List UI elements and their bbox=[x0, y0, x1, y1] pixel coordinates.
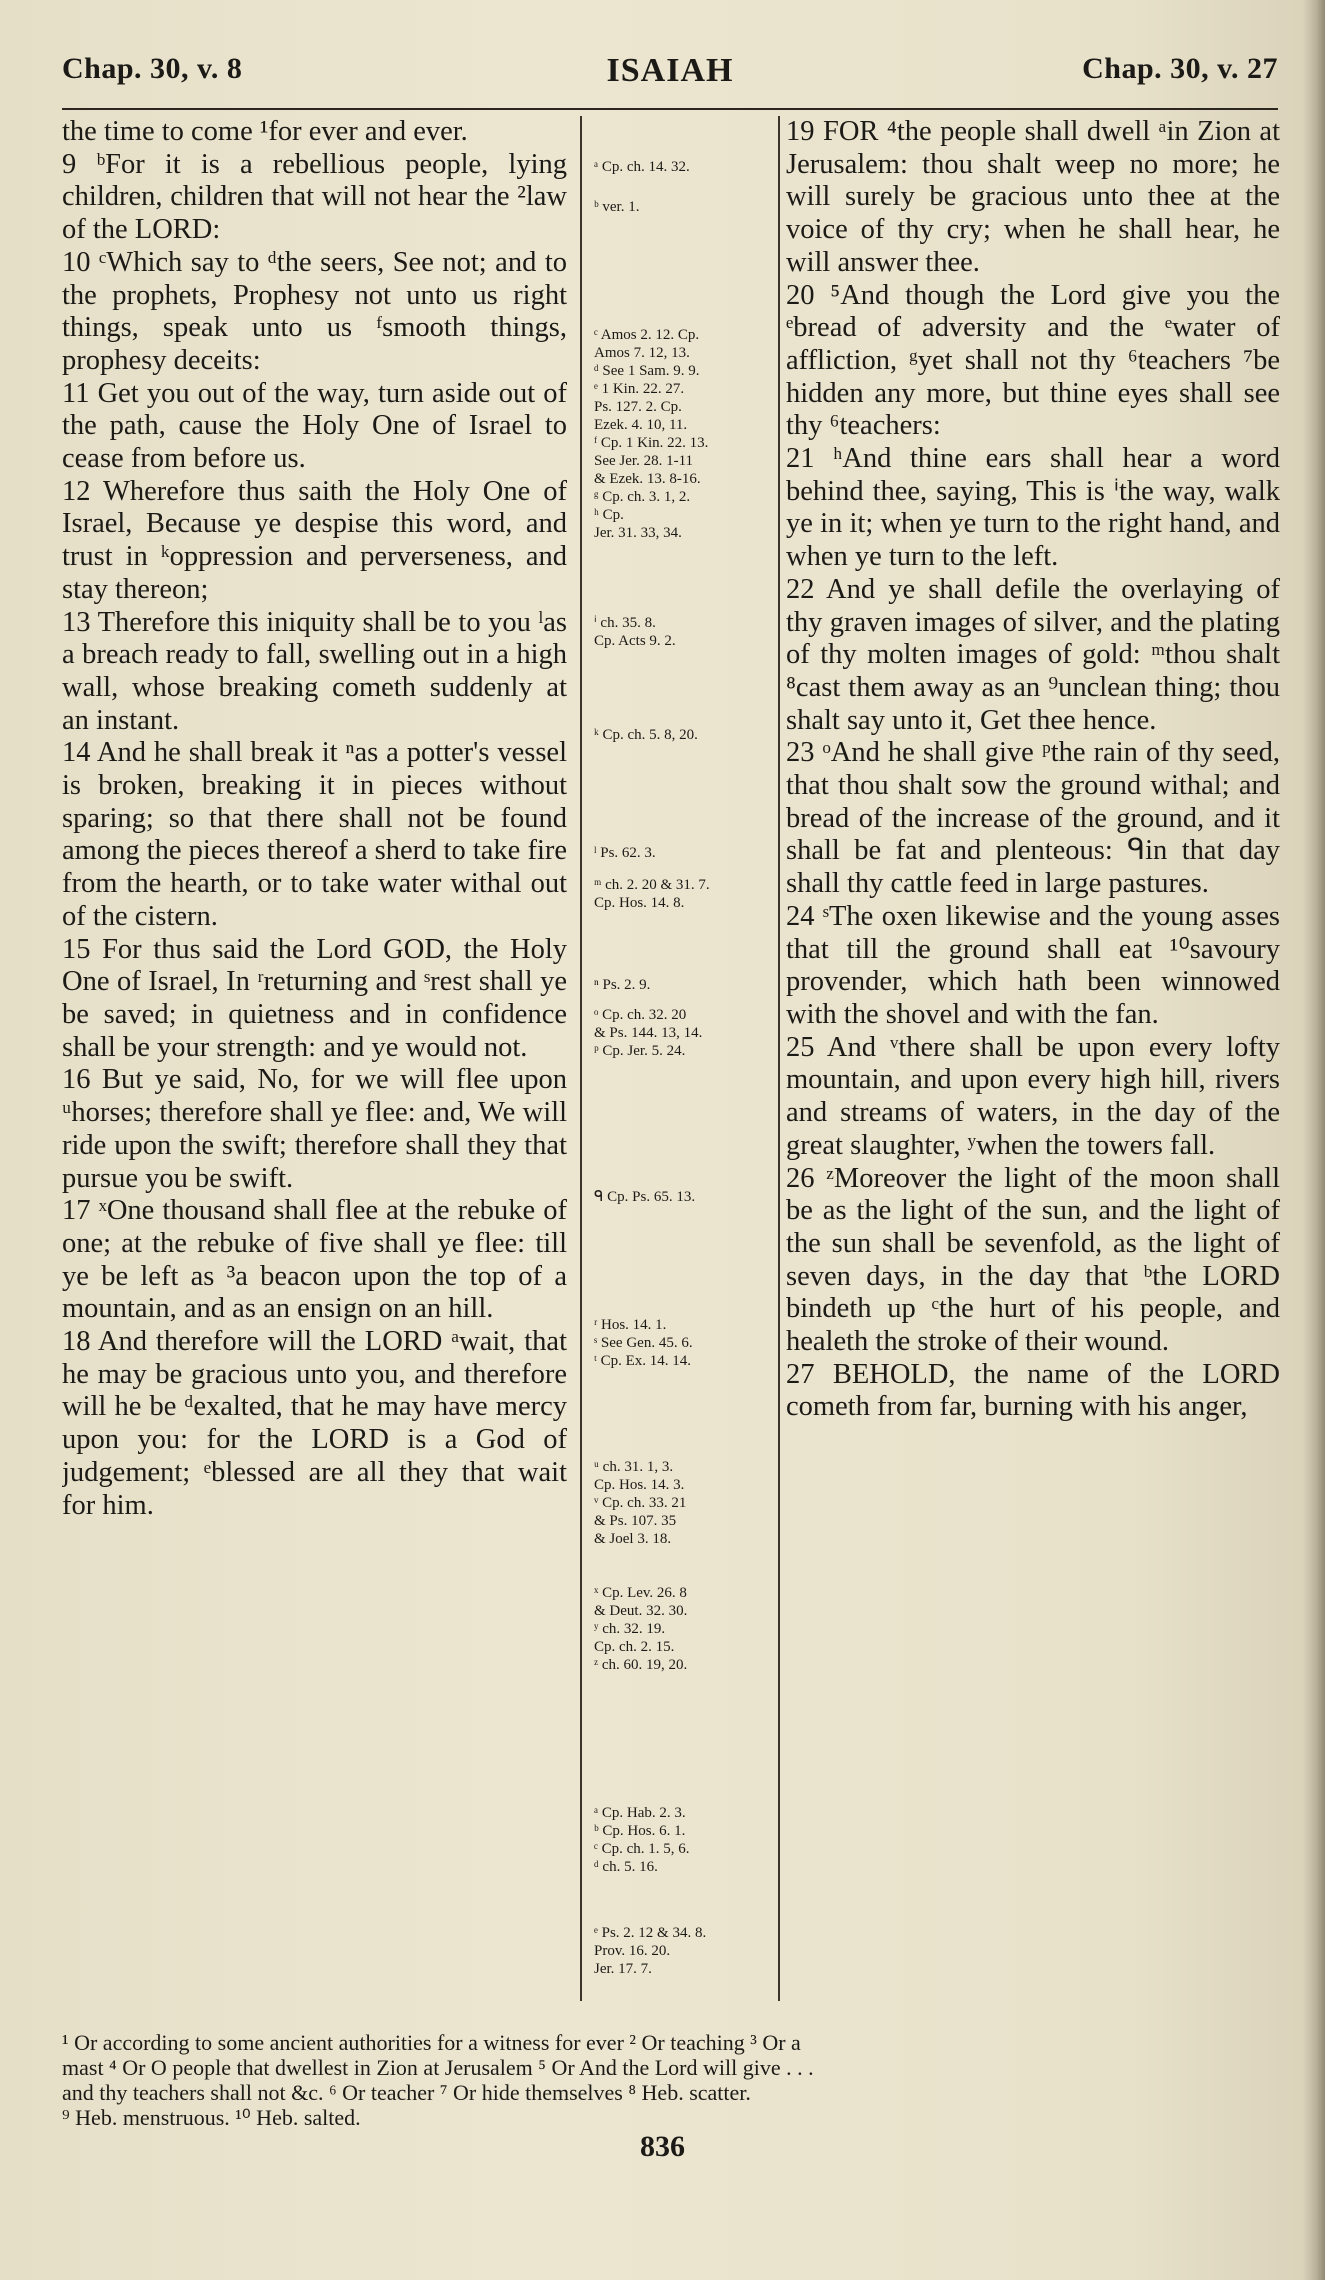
header-rule bbox=[62, 108, 1278, 110]
cross-reference: ᵖ Cp. Jer. 5. 24. bbox=[594, 1043, 686, 1059]
cross-reference-group bbox=[594, 1006, 772, 1060]
verse: 14 And he shall break it ⁿas a potter's vessel is broken, breaking it in pieces without sparing; so that there shall not be found among the pieces thereof a sherd to take fire from the hearth, or to take water withal out of the cistern. bbox=[62, 737, 567, 932]
cross-reference: & Joel 3. 18. bbox=[594, 1531, 672, 1547]
verse: 27 BEHOLD, the name of the LORD cometh from far, burning with his anger, bbox=[786, 1358, 1280, 1423]
cross-reference-group bbox=[594, 158, 772, 176]
cross-reference: ᵛ Cp. ch. 33. 21 bbox=[594, 1495, 687, 1511]
cross-reference: ᵏ Cp. ch. 5. 8, 20. bbox=[594, 727, 698, 743]
cross-reference: & Ps. 107. 35 bbox=[594, 1513, 677, 1529]
cross-reference: Jer. 17. 7. bbox=[594, 1961, 652, 1977]
cross-reference-group bbox=[594, 844, 772, 862]
cross-reference: Jer. 31. 33, 34. bbox=[594, 525, 682, 541]
left-text-column bbox=[62, 116, 567, 1996]
column-rule-left bbox=[580, 116, 582, 2001]
verse: 19 FOR ⁴the people shall dwell ᵃin Zion at Jerusalem: thou shalt weep no more; he will surely be gracious unto thee at the voice of thy cry; when he shall hear, he will answer thee. bbox=[786, 116, 1280, 278]
cross-reference-group bbox=[594, 198, 772, 216]
right-text-column bbox=[786, 116, 1280, 1996]
verse: 12 Wherefore thus saith the Holy One of Israel, Because ye despise this word, and trust in ᵏoppression and perverseness, and stay thereon; bbox=[62, 475, 567, 605]
cross-reference-group bbox=[594, 976, 772, 994]
cross-reference: ᑫ Cp. Ps. 65. 13. bbox=[594, 1189, 696, 1205]
verse: 22 And ye shall defile the overlaying of thy graven images of silver, and the plating of thy molten images of gold: ᵐthou shalt ⁸cast them away as an ⁹unclean thing; thou shalt say unto it, Get thee hence. bbox=[786, 573, 1280, 736]
verse: 24 ˢThe oxen likewise and the young asses that till the ground shall eat ¹⁰savoury provender, which hath been winnowed with the shovel and with the fan. bbox=[786, 900, 1280, 1030]
cross-reference: See Jer. 28. 1-11 bbox=[594, 453, 694, 469]
cross-reference-column bbox=[594, 116, 772, 2001]
verse: 25 And ᵛthere shall be upon every lofty mountain, and upon every high hill, rivers and streams of waters, in the day of the great slaughter, ʸwhen the towers fall. bbox=[786, 1031, 1280, 1161]
cross-reference: ʰ Cp. bbox=[594, 507, 624, 523]
header-right: Chap. 30, v. 27 bbox=[1082, 52, 1278, 85]
cross-reference: ˣ Cp. Lev. 26. 8 bbox=[594, 1585, 687, 1601]
footnotes bbox=[62, 2030, 1278, 2130]
footnote-line: and thy teachers shall not &c. ⁶ Or teacher ⁷ Or hide themselves ⁸ Heb. scatter. bbox=[62, 2080, 751, 2105]
footnote-line: mast ⁴ Or O people that dwellest in Zion at Jerusalem ⁵ Or And the Lord will give . . . bbox=[62, 2055, 814, 2080]
cross-reference-group bbox=[594, 1316, 772, 1370]
page-number: 836 bbox=[640, 2130, 685, 2163]
cross-reference-group bbox=[594, 326, 772, 542]
cross-reference: ᵉ 1 Kin. 22. 27. bbox=[594, 381, 685, 397]
cross-reference: ˡ Ps. 62. 3. bbox=[594, 845, 656, 861]
verse: 21 ʰAnd thine ears shall hear a word behind thee, saying, This is ⁱthe way, walk ye in it; when ye turn to the right hand, and when ye turn to the left. bbox=[786, 443, 1280, 573]
cross-reference: ᵃ Cp. Hab. 2. 3. bbox=[594, 1805, 686, 1821]
verse: 11 Get you out of the way, turn aside out of the path, cause the Holy One of Israel to cease from before us. bbox=[62, 377, 567, 475]
cross-reference: ᶠ Cp. 1 Kin. 22. 13. bbox=[594, 435, 709, 451]
footnote-line: ⁹ Heb. menstruous. ¹⁰ Heb. salted. bbox=[62, 2105, 361, 2130]
verse: 17 ˣOne thousand shall flee at the rebuke of one; at the rebuke of five shall ye flee: till ye be left as ³a beacon upon the top of a mountain, and as an ensign on an hill. bbox=[62, 1195, 567, 1325]
header-title: ISAIAH bbox=[606, 52, 734, 89]
cross-reference-group bbox=[594, 1458, 772, 1548]
cross-reference-group bbox=[594, 1584, 772, 1674]
cross-reference: ⁿ Ps. 2. 9. bbox=[594, 977, 651, 993]
verse: the time to come ¹for ever and ever. bbox=[62, 116, 468, 147]
verse: 9 ᵇFor it is a rebellious people, lying children, children that will not hear the ²law of the LORD: bbox=[62, 148, 567, 246]
cross-reference: Amos 7. 12, 13. bbox=[594, 345, 690, 361]
cross-reference: Ezek. 4. 10, 11. bbox=[594, 417, 688, 433]
cross-reference: & Deut. 32. 30. bbox=[594, 1603, 688, 1619]
cross-reference: Cp. Hos. 14. 3. bbox=[594, 1477, 685, 1493]
cross-reference-group bbox=[594, 1188, 772, 1206]
cross-reference: ᵘ ch. 31. 1, 3. bbox=[594, 1459, 674, 1475]
cross-reference: ᵍ Cp. ch. 3. 1, 2. bbox=[594, 489, 691, 505]
cross-reference: ʸ ch. 32. 19. bbox=[594, 1621, 666, 1637]
cross-reference: & Ps. 144. 13, 14. bbox=[594, 1025, 703, 1041]
column-rule-right bbox=[778, 116, 780, 2001]
cross-reference-group bbox=[594, 1804, 772, 1876]
cross-reference: ᶜ Amos 2. 12. Cp. bbox=[594, 327, 700, 343]
verse: 18 And therefore will the LORD ᵃwait, that he may be gracious unto you, and therefore will he be ᵈexalted, that he may have mercy upon you: for the LORD is a God of judgement; ᵉblessed are all they that wait for him. bbox=[62, 1326, 567, 1521]
verse: 10 ᶜWhich say to ᵈthe seers, See not; and to the prophets, Prophesy not unto us right things, speak unto us ᶠsmooth things, prophesy deceits: bbox=[62, 246, 567, 376]
cross-reference: Ps. 127. 2. Cp. bbox=[594, 399, 682, 415]
cross-reference: ᶻ ch. 60. 19, 20. bbox=[594, 1657, 688, 1673]
cross-reference: Cp. Hos. 14. 8. bbox=[594, 895, 685, 911]
cross-reference-group bbox=[594, 1924, 772, 1978]
cross-reference: ˢ See Gen. 45. 6. bbox=[594, 1335, 693, 1351]
cross-reference: Prov. 16. 20. bbox=[594, 1943, 671, 1959]
cross-reference: ʳ Hos. 14. 1. bbox=[594, 1317, 667, 1333]
footnote-line: ¹ Or according to some ancient authorities for a witness for ever ² Or teaching ³ Or a bbox=[62, 2030, 801, 2055]
cross-reference: ᶜ Cp. ch. 1. 5, 6. bbox=[594, 1841, 690, 1857]
header-left: Chap. 30, v. 8 bbox=[62, 52, 243, 85]
cross-reference: ᵗ Cp. Ex. 14. 14. bbox=[594, 1353, 692, 1369]
cross-reference: ᵇ Cp. Hos. 6. 1. bbox=[594, 1823, 686, 1839]
cross-reference-group bbox=[594, 876, 772, 912]
verse: 23 ᵒAnd he shall give ᵖthe rain of thy seed, that thou shalt sow the ground withal; and bread of the increase of the ground, and it shall be fat and plenteous: ᑫin that day shall thy cattle feed in large pastures. bbox=[786, 737, 1280, 900]
cross-reference: & Ezek. 13. 8-16. bbox=[594, 471, 701, 487]
verse: 26 ᶻMoreover the light of the moon shall be as the light of the sun, and the light of the sun shall be sevenfold, as the light of seven days, in the day that ᵇthe LORD bindeth up ᶜthe hurt of his people, and healeth the stroke of their wound. bbox=[786, 1162, 1280, 1358]
running-header bbox=[62, 52, 1278, 102]
cross-reference: ᵈ ch. 5. 16. bbox=[594, 1859, 658, 1875]
cross-reference-group bbox=[594, 614, 772, 650]
cross-reference: ᵃ Cp. ch. 14. 32. bbox=[594, 159, 690, 175]
cross-reference: ᵉ Ps. 2. 12 & 34. 8. bbox=[594, 1925, 707, 1941]
verse: 13 Therefore this iniquity shall be to you ˡas a breach ready to fall, swelling out in a high wall, whose breaking cometh suddenly at an instant. bbox=[62, 606, 567, 736]
verse: 15 For thus said the Lord GOD, the Holy One of Israel, In ʳreturning and ˢrest shall ye be saved; in quietness and in confidence shall be your strength: and ye would not. bbox=[62, 933, 567, 1063]
cross-reference: ᵒ Cp. ch. 32. 20 bbox=[594, 1007, 687, 1023]
verse: 16 But ye said, No, for we will flee upon ᵘhorses; therefore shall ye flee: and, We will ride upon the swift; therefore shall they that pursue you be swift. bbox=[62, 1064, 567, 1194]
verse: 20 ⁵And though the Lord give you the ᵉbread of adversity and the ᵉwater of affliction, ᵍyet shall not thy ⁶teachers ⁷be hidden any more, but thine eyes shall see thy ⁶teachers: bbox=[786, 279, 1280, 442]
page-edge-shadow bbox=[1303, 0, 1325, 2280]
cross-reference: ᵇ ver. 1. bbox=[594, 199, 640, 215]
cross-reference: Cp. Acts 9. 2. bbox=[594, 633, 676, 649]
cross-reference: ᵐ ch. 2. 20 & 31. 7. bbox=[594, 877, 710, 893]
cross-reference-group bbox=[594, 726, 772, 744]
cross-reference: ⁱ ch. 35. 8. bbox=[594, 615, 656, 631]
cross-reference: Cp. ch. 2. 15. bbox=[594, 1639, 675, 1655]
cross-reference: ᵈ See 1 Sam. 9. 9. bbox=[594, 363, 700, 379]
